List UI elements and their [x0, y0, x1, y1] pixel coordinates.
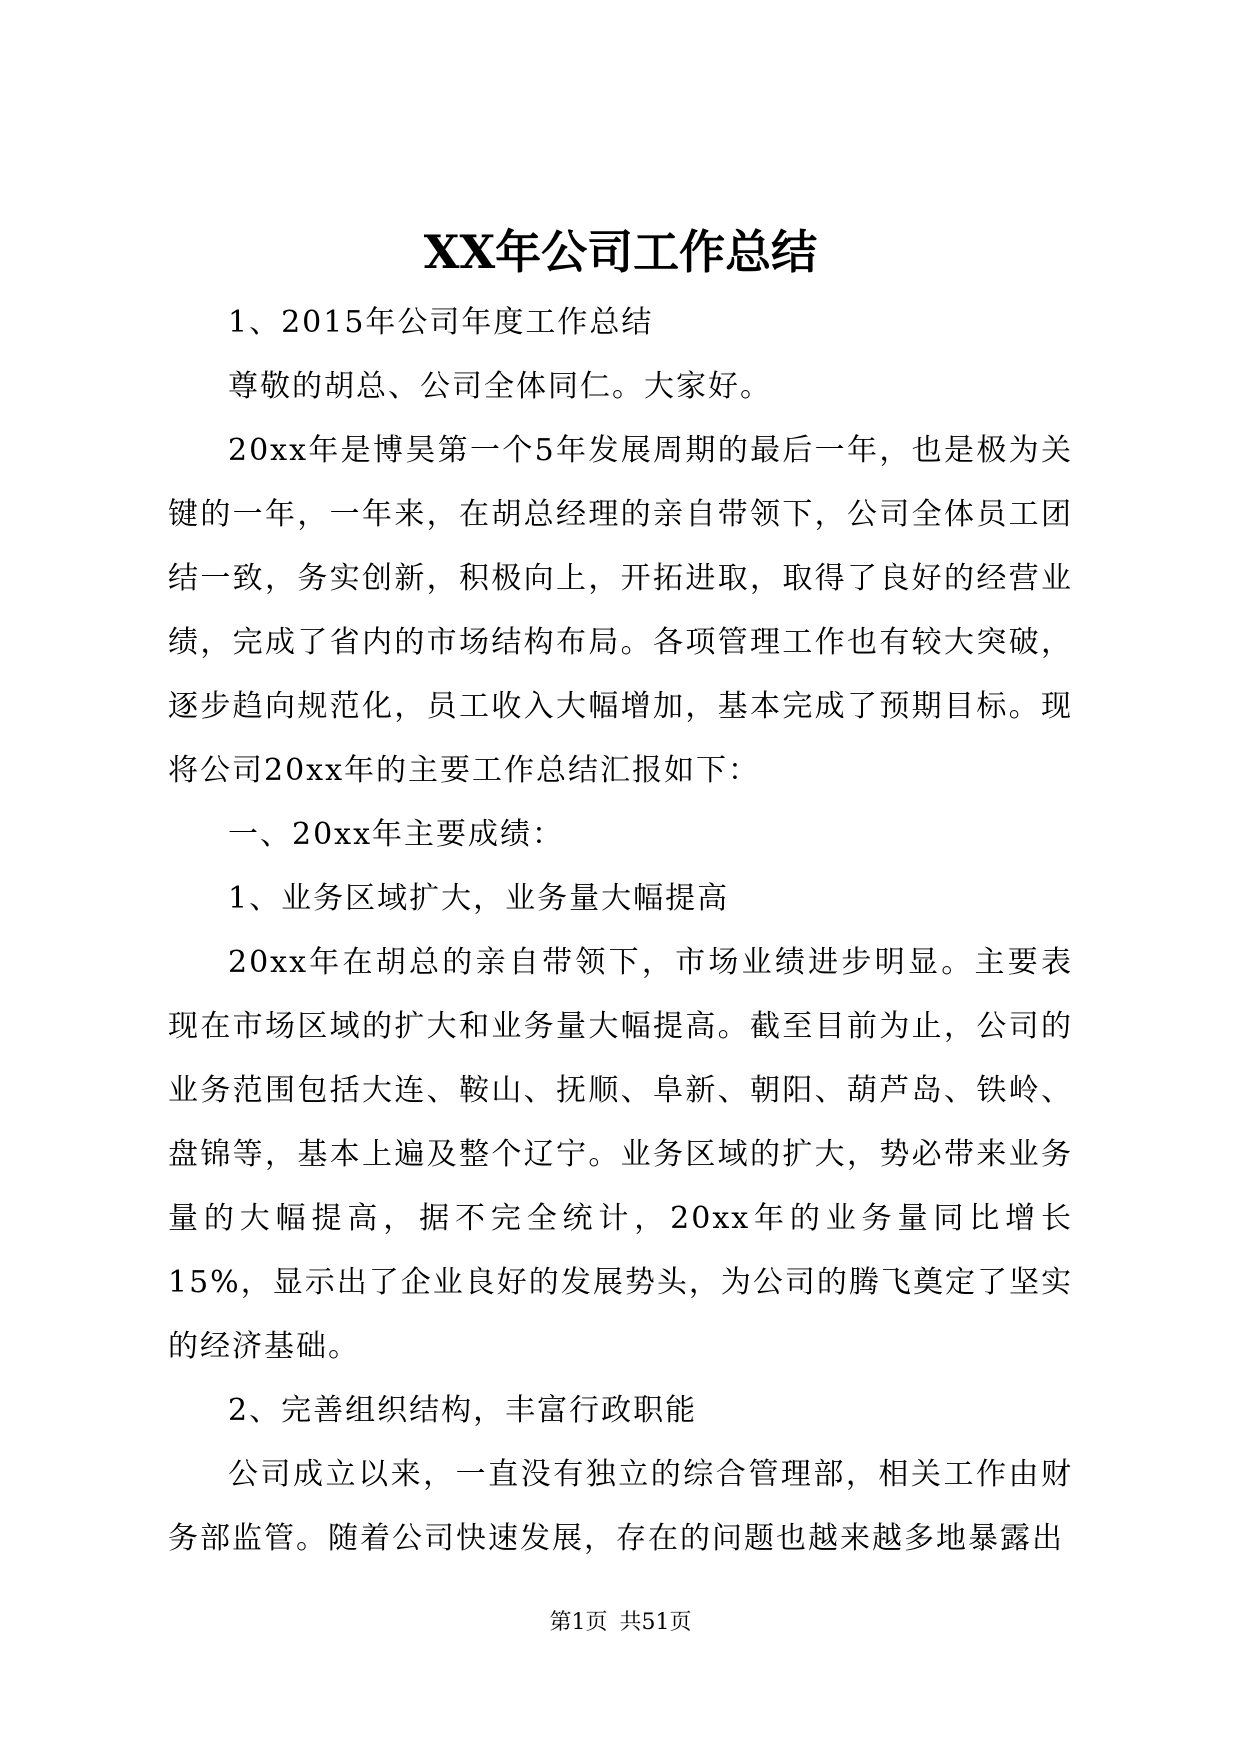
document-title: XX年公司工作总结	[423, 225, 818, 279]
body-paragraph: 公司成立以来，一直没有独立的综合管理部，相关工作由财务部监管。随着公司快速发展，存在的问题也越来越多地暴露出	[168, 1457, 1073, 1556]
subsection-heading: 1、业务区域扩大，业务量大幅提高	[228, 881, 730, 916]
salutation: 尊敬的胡总、公司全体同仁。大家好。	[228, 369, 772, 404]
document-body	[168, 291, 1073, 1571]
section-heading: 1、2015年公司年度工作总结	[228, 305, 654, 340]
subsection-heading: 2、完善组织结构，丰富行政职能	[228, 1393, 698, 1428]
page-total: 共51页	[619, 1610, 692, 1635]
page-footer	[0, 1608, 1241, 1638]
section-heading: 一、20xx年主要成绩：	[228, 817, 565, 852]
body-paragraph: 20xx年在胡总的亲自带领下，市场业绩进步明显。主要表现在市场区域的扩大和业务量大幅提高。截至目前为止，公司的业务范围包括大连、鞍山、抚顺、阜新、朝阳、葫芦岛、铁岭、盘锦等，基本上遍及整个辽宁。业务区域的扩大，势必带来业务量的大幅提高，据不完全统计，20xx年的业务量同比增长15%，显示出了企业良好的发展势头，为公司的腾飞奠定了坚实的经济基础。	[168, 945, 1073, 1364]
page-number: 第1页	[549, 1610, 608, 1635]
body-paragraph: 20xx年是博昊第一个5年发展周期的最后一年，也是极为关键的一年，一年来，在胡总经理的亲自带领下，公司全体员工团结一致，务实创新，积极向上，开拓进取，取得了良好的经营业绩，完成了省内的市场结构布局。各项管理工作也有较大突破，逐步趋向规范化，员工收入大幅增加，基本完成了预期目标。现将公司20xx年的主要工作总结汇报如下：	[168, 433, 1073, 788]
